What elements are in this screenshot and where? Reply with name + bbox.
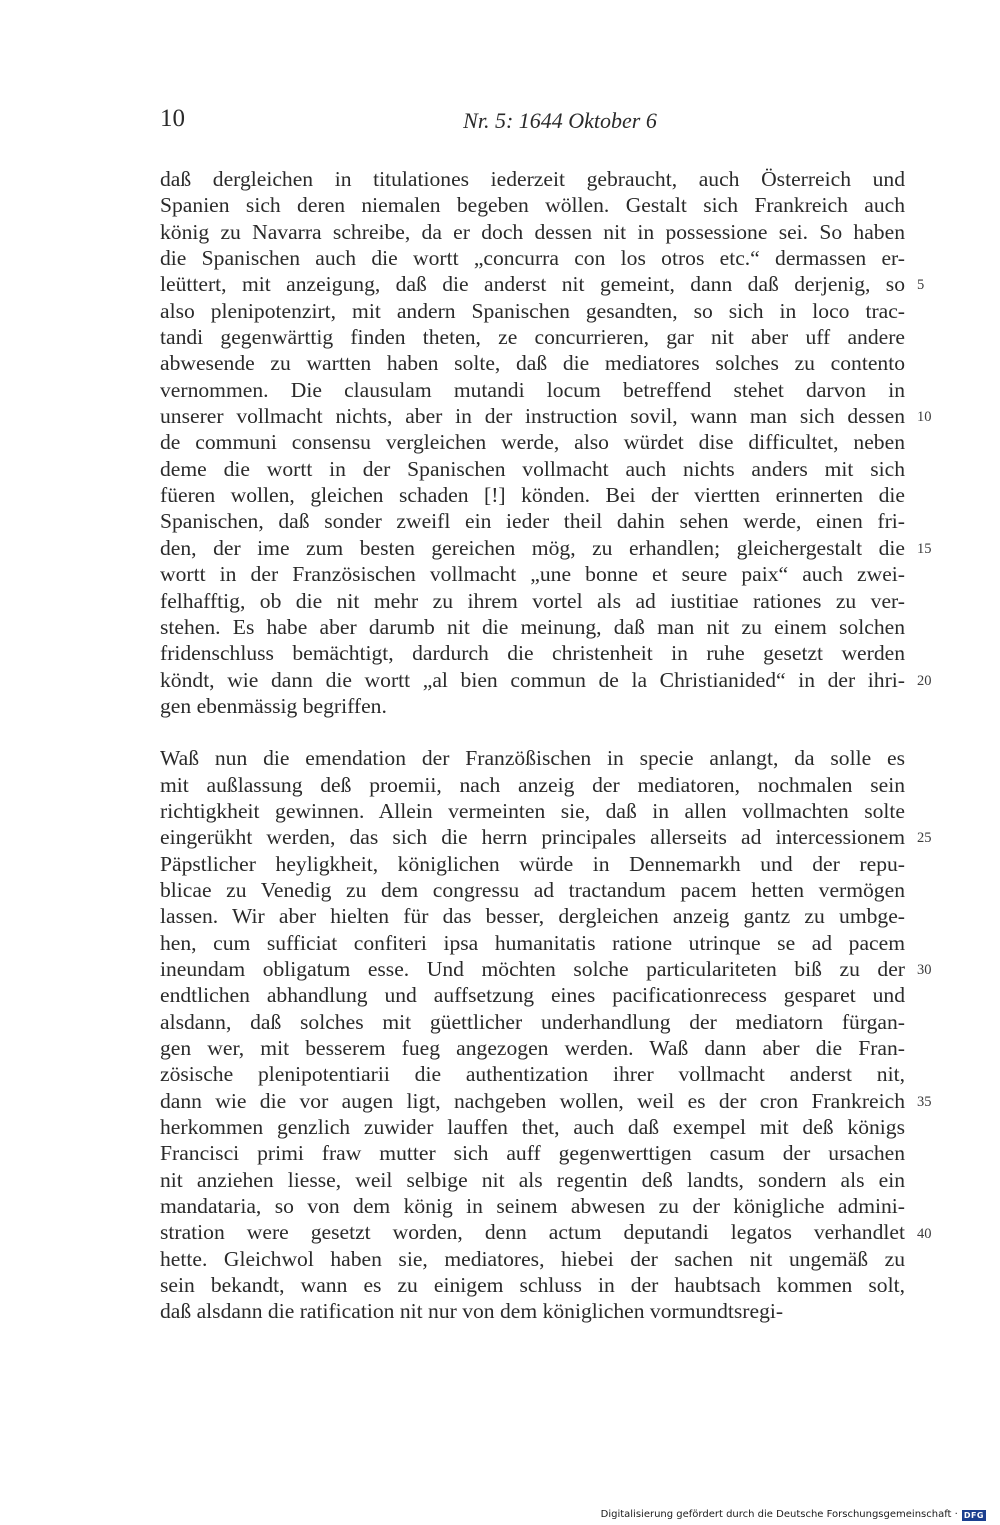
text-line: eingerükht werden, das sich die herrn principales allerseits ad intercessionem [160, 825, 905, 850]
text-line: endtlichen abhandlung und auffsetzung eines pacificationrecess gesparet und [160, 983, 905, 1008]
text-line: mandataria, so von dem könig in seinem abwesen zu der königliche admini- [160, 1194, 905, 1219]
line-number: 30 [917, 962, 932, 979]
text-line: den, der ime zum besten gereichen mög, zu erhandlen; gleichergestalt die [160, 535, 905, 560]
text-line: wortt in der Französischen vollmacht „une bonne et seure paix“ auch zwei- [160, 562, 905, 587]
text-line: mit außlassung deß proemii, nach anzeig der mediatoren, nochmalen sein [160, 772, 905, 797]
text-line: also plenipotenzirt, mit andern Spanischen gesandten, so sich in loco trac- [160, 298, 905, 323]
page-number: 10 [160, 105, 185, 132]
line-number: 25 [917, 830, 932, 847]
body-text [160, 166, 905, 1325]
line-number: 40 [917, 1225, 932, 1242]
text-line: köndt, wie dann die wortt „al bien commun de la Christianided“ in der ihri- [160, 667, 905, 692]
line-number: 35 [917, 1093, 932, 1110]
text-line: deme die wortt in der Spanischen vollmacht auch nichts anders mit sich [160, 456, 905, 481]
text-line: könig zu Navarra schreibe, da er doch dessen nit in possessione sei. So haben [160, 219, 905, 244]
text-line: ineundam obligatum esse. Und möchten solche particulariteten biß zu der [160, 956, 905, 981]
text-line: blicae zu Venedig zu dem congressu ad tractandum pacem hetten vermögen [160, 877, 905, 902]
text-line: Francisci primi fraw mutter sich auff gegenwerttigen casum der ursachen [160, 1141, 905, 1166]
text-line: Spanischen, daß sonder zweifl ein ieder theil dahin sehen werde, einen fri- [160, 509, 905, 534]
text-line: zösische plenipotentiarii die authentization ihrer vollmacht anderst nit, [160, 1062, 905, 1087]
text-line: tandi gegenwärttig finden theten, ze concurrieren, gar nit aber uff andere [160, 325, 905, 350]
text-line: dann wie die vor augen ligt, nachgeben wollen, weil es der cron Frankreich [160, 1088, 905, 1113]
text-line: sein bekandt, wann es zu einigem schluss in der haubtsach kommen solt, [160, 1273, 905, 1298]
text-line: hette. Gleichwol haben sie, mediatores, hiebei der sachen nit ungemäß zu [160, 1246, 905, 1271]
paragraph-gap [160, 719, 905, 745]
text-line: stration were gesetzt worden, denn actum deputandi legatos verhandlet [160, 1220, 905, 1245]
text-line: hen, cum sufficiat confiteri ipsa humanitatis ratione utrinque se ad pacem [160, 930, 905, 955]
footer-credit: Digitalisierung gefördert durch die Deutsche Forschungsgemeinschaft · [600, 1509, 958, 1520]
text-line: felhafftig, ob die nit mehr zu ihrem vortel als ad iustitiae rationes zu ver- [160, 588, 905, 613]
footer [601, 1509, 986, 1521]
dfg-logo-icon: DFG [963, 1510, 984, 1520]
line-number: 20 [917, 672, 932, 689]
running-title: Nr. 5: 1644 Oktober 6 [463, 108, 657, 133]
text-line: füeren wollen, gleichen schaden [!] könden. Bei der viertten erinnerten die [160, 483, 905, 508]
text-line: gen wer, mit besserem fueg angezogen werden. Waß dann aber die Fran- [160, 1036, 905, 1060]
line-number: 10 [917, 409, 932, 426]
text-line: die Spanischen auch die wortt „concurra con los otros etc.“ dermassen er- [160, 246, 905, 271]
text-line: richtigkheit gewinnen. Allein vermeinten sie, daß in allen vollmachten solte [160, 798, 905, 823]
line-number: 5 [917, 277, 925, 294]
text-line: gen ebenmässig begriffen. [160, 693, 387, 718]
text-line: daß dergleichen in titulationes iederzeit gebraucht, auch Österreich und [160, 167, 905, 191]
text-line: abwesende zu wartten haben solte, daß die mediatores solches zu contento [160, 351, 905, 376]
text-line: herkommen genzlich zuwider lauffen thet, auch daß exempel mit deß königs [160, 1115, 905, 1140]
text-line: vernommen. Die clausulam mutandi locum betreffend stehet darvon in [160, 377, 905, 402]
text-line: stehen. Es habe aber darumb nit die meinung, daß man nit zu einem solchen [160, 614, 905, 639]
text-line: unserer vollmacht nichts, aber in der instruction sovil, wann man sich dessen [160, 404, 905, 429]
text-line: nit anziehen liesse, weil selbige nit als regentin deß landts, sondern als ein [160, 1167, 905, 1192]
text-line: de communi consensu vergleichen werde, also würdet dise difficultet, neben [160, 430, 905, 455]
text-line: leüttert, mit anzeigung, daß die anderst nit gemeint, dann daß derjenig, so [160, 272, 905, 297]
paragraph [160, 745, 905, 1325]
line-number: 15 [917, 540, 932, 557]
text-line: Päpstlicher heyligkheit, königlichen würde in Dennemarkh und der repu- [160, 851, 905, 876]
text-line: Spanien sich deren niemalen begeben wöllen. Gestalt sich Frankreich auch [160, 193, 905, 218]
text-line: alsdann, daß solches mit güettlicher underhandlung der mediatorn fürgan- [160, 1009, 905, 1034]
text-line: fridenschluss bemächtigt, dardurch die christenheit in ruhe gesetzt werden [160, 641, 905, 666]
text-line: lassen. Wir aber hielten für das besser, dergleichen anzeig gantz zu umbge- [160, 904, 905, 929]
text-line: Waß nun die emendation der Franzößischen in specie anlangt, da solle es [160, 746, 905, 771]
text-line: daß alsdann die ratification nit nur von dem königlichen vormundtsregi- [160, 1299, 784, 1324]
paragraph [160, 166, 905, 719]
